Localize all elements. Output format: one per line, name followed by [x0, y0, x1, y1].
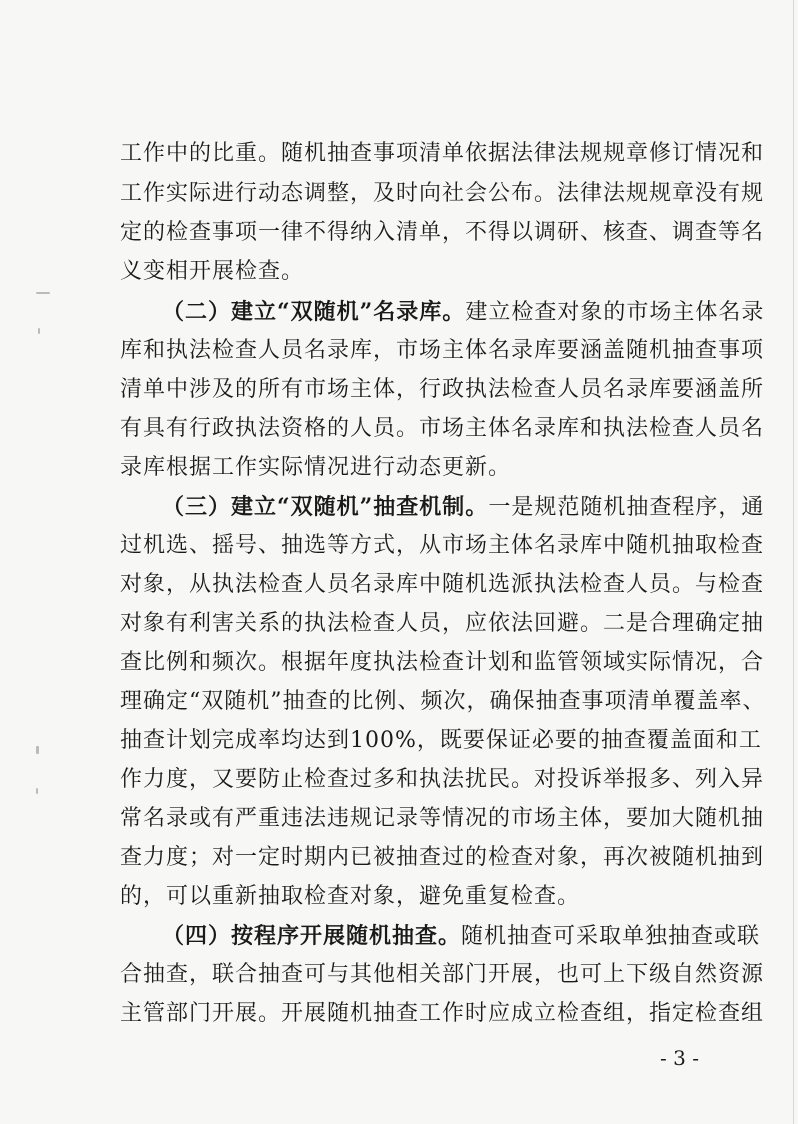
scan-mark: [36, 292, 50, 294]
section-first-line-text: 随机抽查可采取单独抽查或联: [461, 924, 761, 949]
paragraph-line: 库和执法检查人员名录库，市场主体名录库要涵盖随机抽查事项: [120, 338, 765, 363]
paragraph-line: 有具有行政执法资格的人员。市场主体名录库和执法检查人员名: [120, 416, 765, 441]
paragraph-line: 对象有利害关系的执法检查人员，应依法回避。二是合理确定抽: [120, 611, 765, 636]
scan-edge: [793, 0, 794, 1124]
paragraph-line: 义变相开展检查。: [120, 259, 305, 284]
paragraph-line: 查比例和频次。根据年度执法检查计划和监管领域实际情况，合: [120, 650, 765, 675]
section-heading: （四）按程序开展随机抽查。: [162, 923, 462, 949]
section-first-line-text: 一是规范随机抽查程序，通: [488, 495, 765, 520]
paragraph-line: 查力度；对一定时期内已被抽查过的检查对象，再次被随机抽到: [120, 845, 765, 870]
page-number: - 3 -: [660, 1046, 699, 1070]
section-heading: （三）建立“双随机”抽查机制。: [162, 494, 489, 520]
paragraph-line: 主管部门开展。开展随机抽查工作时应成立检查组，指定检查组: [120, 1001, 765, 1026]
section-first-line: [162, 493, 765, 521]
paragraph-line: 工作中的比重。随机抽查事项清单依据法律法规规章修订情况和: [120, 141, 765, 166]
paragraph-line: 常名录或有严重违法违规记录等情况的市场主体，要加大随机抽: [120, 806, 765, 831]
scan-mark: [36, 746, 39, 754]
paragraph-line: 定的检查事项一律不得纳入清单，不得以调研、核查、调查等名: [120, 220, 765, 245]
paragraph-line: 作力度，又要防止检查过多和执法扰民。对投诉举报多、列入异: [120, 767, 765, 792]
scan-mark: [38, 328, 40, 334]
paragraph-line: 录库根据工作实际情况进行动态更新。: [120, 455, 512, 480]
paragraph-line: 合抽查，联合抽查可与其他相关部门开展，也可上下级自然资源: [120, 962, 765, 987]
paragraph-line: 过机选、摇号、抽选等方式，从市场主体名录库中随机抽取检查: [120, 533, 765, 558]
paragraph-line: 抽查计划完成率均达到100%，既要保证必要的抽查覆盖面和工: [120, 728, 762, 753]
paragraph-line: 理确定“双随机”抽查的比例、频次，确保抽查事项清单覆盖率、: [120, 689, 766, 714]
scan-mark: [36, 788, 38, 794]
paragraph-line: 的，可以重新抽取检查对象，避免重复检查。: [120, 884, 581, 909]
paragraph-line: 工作实际进行动态调整，及时向社会公布。法律法规规章没有规: [120, 181, 765, 206]
section-heading: （二）建立“双随机”名录库。: [162, 299, 466, 325]
paragraph-line: 清单中涉及的所有市场主体，行政执法检查人员名录库要涵盖所: [120, 377, 765, 402]
section-first-line-text: 建立检查对象的市场主体名录: [465, 300, 765, 325]
section-first-line: [162, 922, 761, 950]
section-first-line: [162, 298, 765, 326]
paragraph-line: 对象，从执法检查人员名录库中随机选派执法检查人员。与检查: [120, 572, 765, 597]
